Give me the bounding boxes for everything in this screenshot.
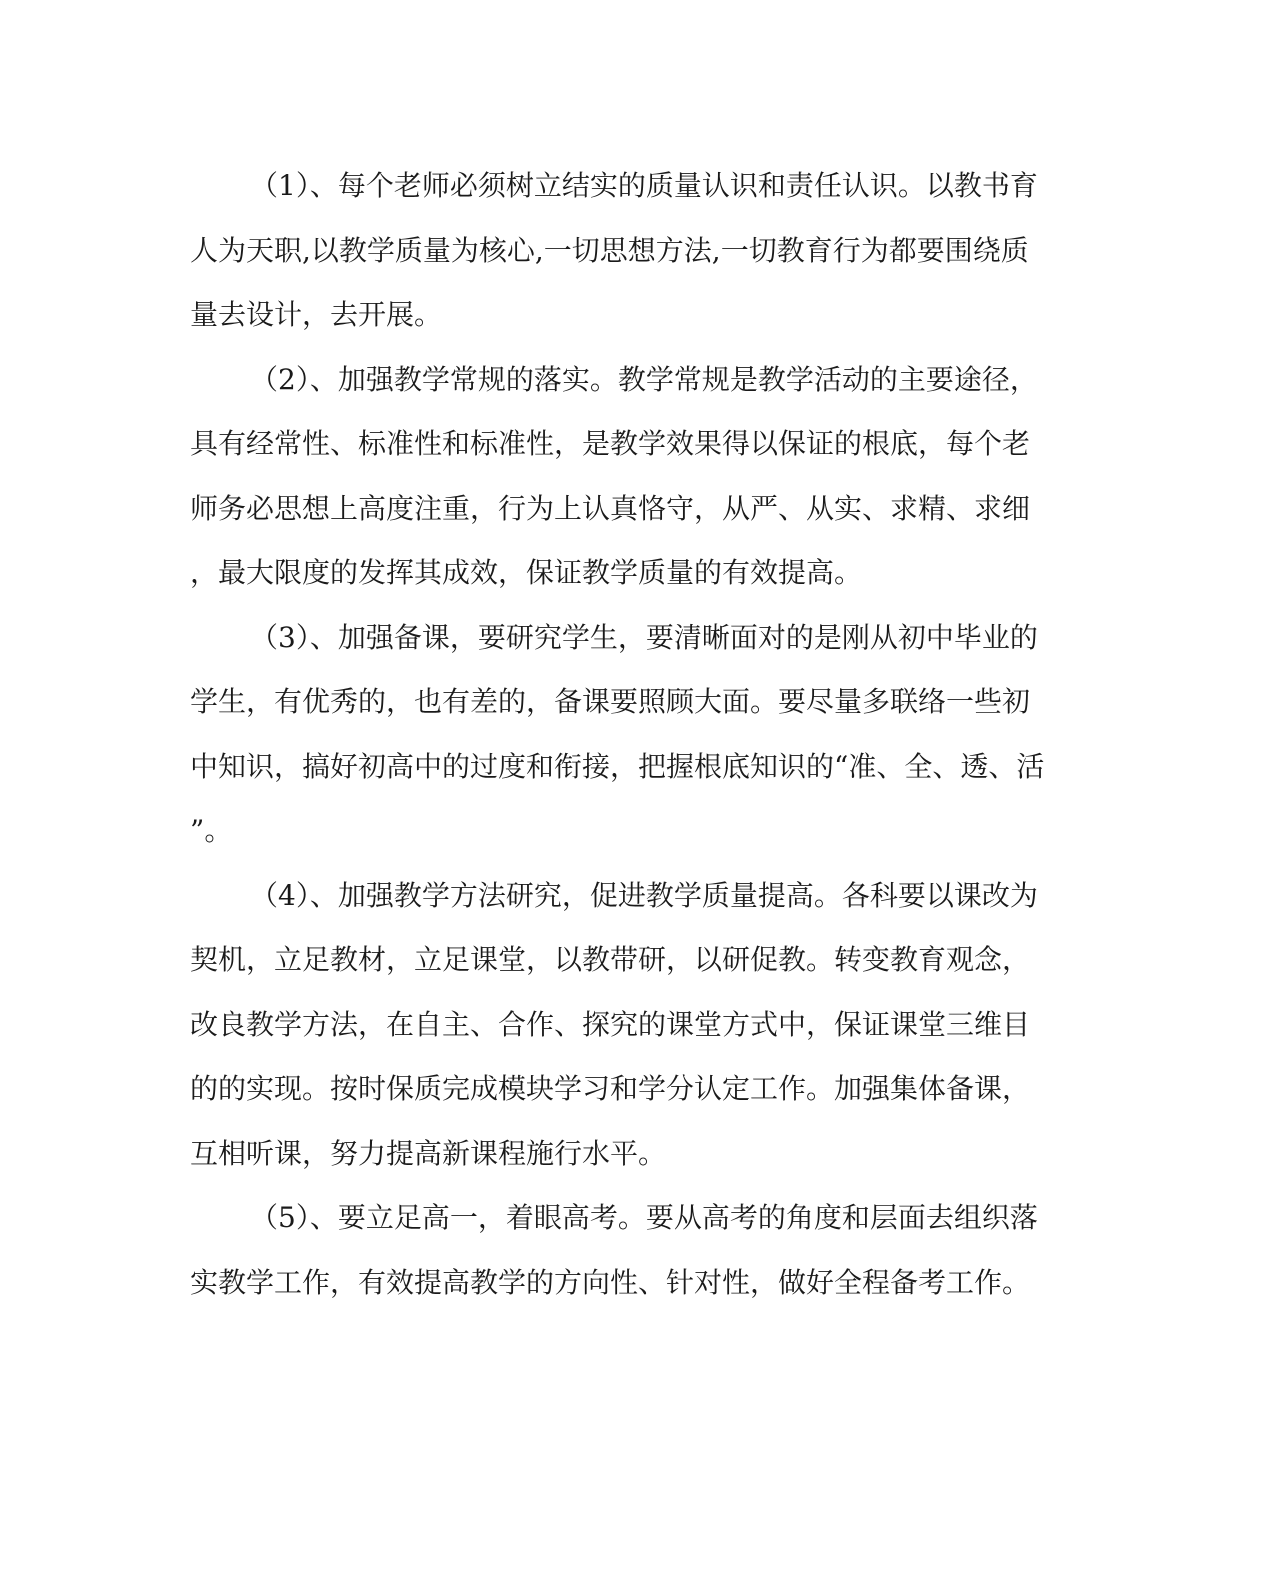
paragraph-2	[190, 348, 1070, 606]
text-line: ”。	[190, 814, 233, 847]
text-line: 互相听课，努力提高新课程施行水平。	[190, 1136, 667, 1170]
text-line: 契机，立足教材，立足课堂，以教带研，以研促教。转变教育观念，	[190, 943, 1031, 976]
paragraph-4	[190, 864, 1070, 1187]
paragraph-3	[190, 606, 1070, 864]
text-line: ，最大限度的发挥其成效，保证教学质量的有效提高。	[190, 556, 863, 589]
text-line: 具有经常性、标准性和标准性，是教学效果得以保证的根底，每个老	[190, 427, 1031, 460]
text-line: 学生，有优秀的，也有差的，备课要照顾大面。要尽量多联络一些初	[190, 685, 1031, 718]
text-line: （3）、加强备课，要研究学生，要清晰面对的是刚从初中毕业的	[250, 620, 1038, 654]
text-line: 中知识，搞好初高中的过度和衔接，把握根底知识的“准、全、透、活	[190, 749, 1045, 783]
document-body	[190, 154, 1070, 1315]
text-line: 人为天职,以教学质量为核心,一切思想方法,一切教育行为都要围绕质	[190, 233, 1029, 267]
text-line: （1）、每个老师必须树立结实的质量认识和责任认识。以教书育	[250, 169, 1038, 202]
text-line: （4）、加强教学方法研究，促进教学质量提高。各科要以课改为	[250, 878, 1038, 912]
text-line: （2）、加强教学常规的落实。教学常规是教学活动的主要途径，	[250, 362, 1038, 396]
text-line: （5）、要立足高一，着眼高考。要从高考的角度和层面去组织落	[250, 1201, 1038, 1234]
text-line: 实教学工作，有效提高教学的方向性、针对性，做好全程备考工作。	[190, 1265, 1031, 1299]
paragraph-1	[190, 154, 1070, 348]
paragraph-5	[190, 1186, 1070, 1315]
text-line: 改良教学方法，在自主、合作、探究的课堂方式中，保证课堂三维目	[190, 1007, 1031, 1041]
text-line: 的的实现。按时保质完成模块学习和学分认定工作。加强集体备课，	[190, 1072, 1031, 1105]
text-line: 师务必思想上高度注重，行为上认真恪守，从严、从实、求精、求细	[190, 491, 1031, 525]
text-line: 量去设计，去开展。	[190, 298, 443, 331]
